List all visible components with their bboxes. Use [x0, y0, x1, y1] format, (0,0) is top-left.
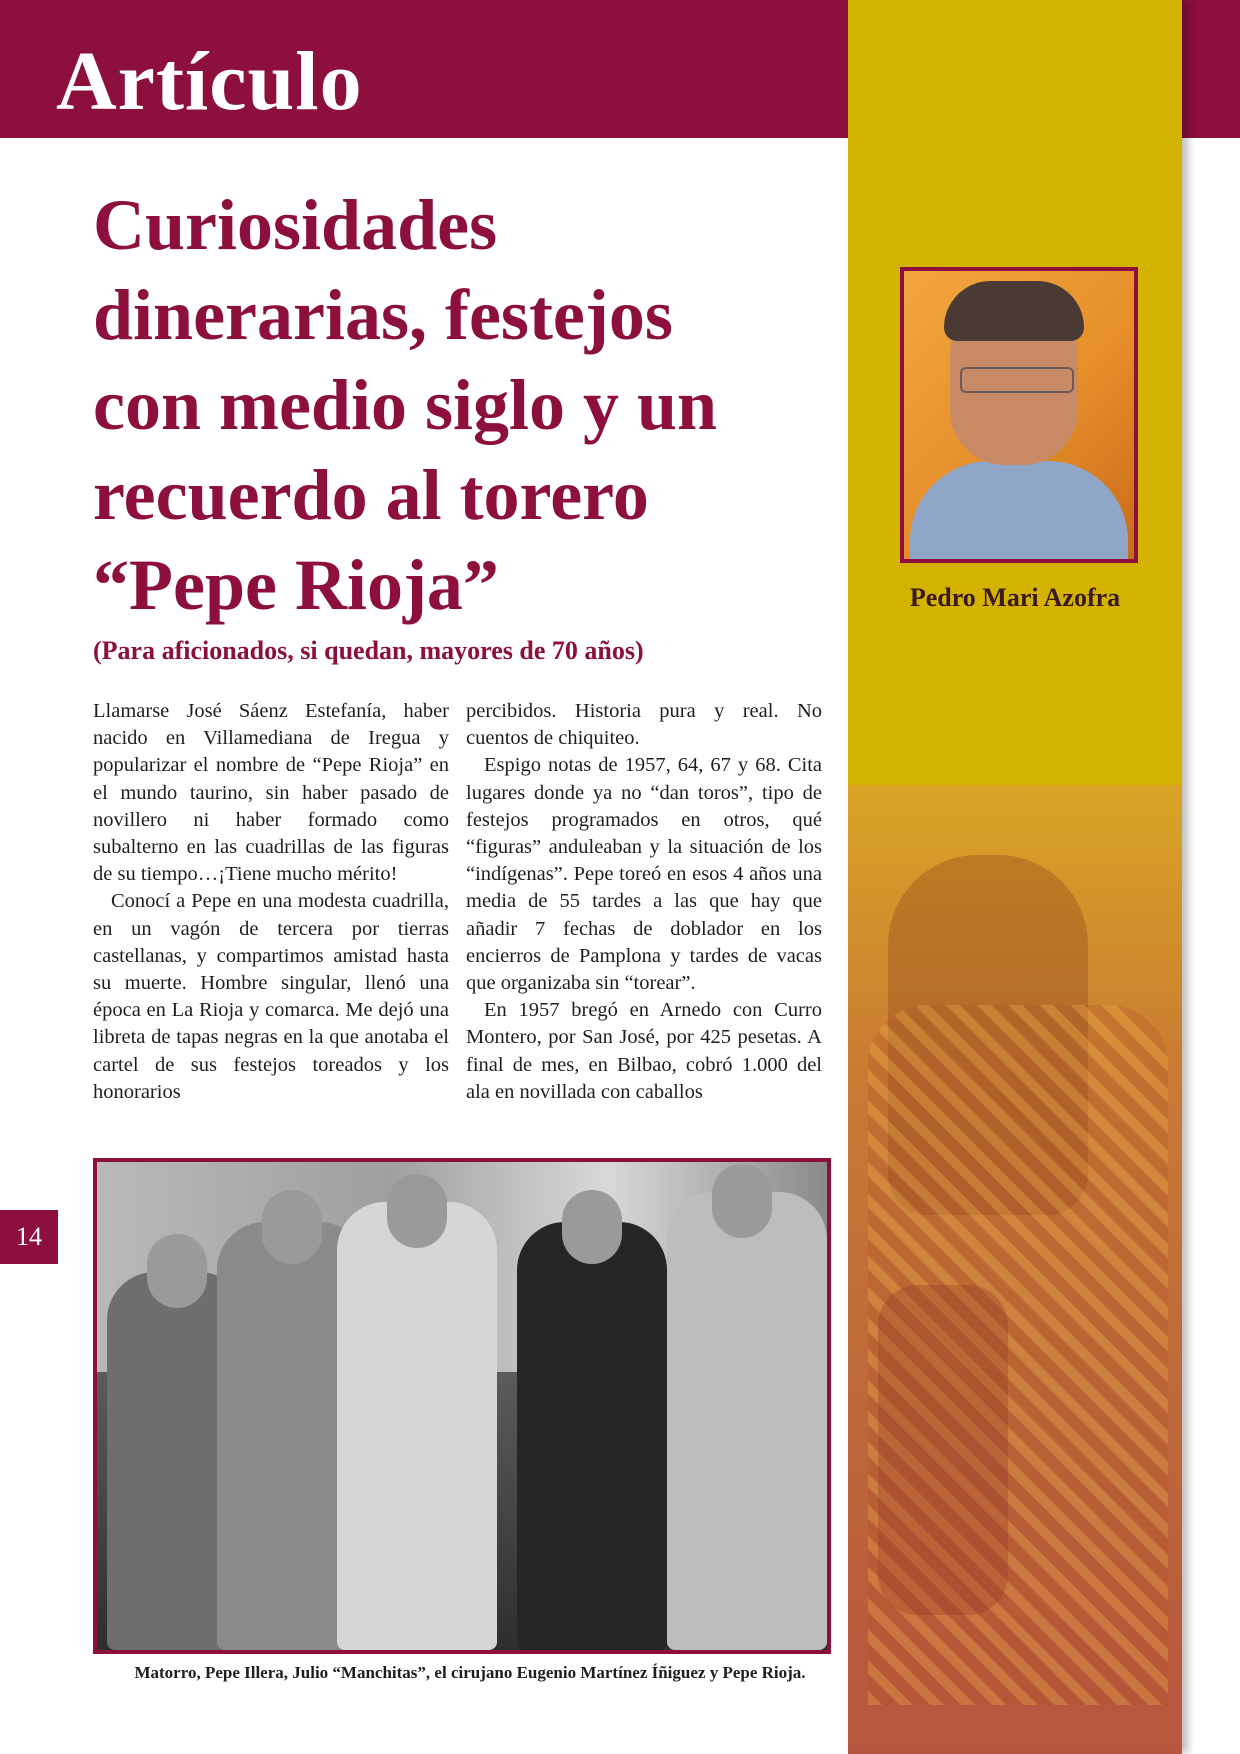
title-line: recuerdo al torero [93, 455, 649, 535]
title-line: “Pepe Rioja” [93, 545, 499, 625]
page-number: 14 [0, 1210, 58, 1264]
body-column-right [466, 698, 822, 1106]
author-name: Pedro Mari Azofra [909, 583, 1121, 612]
body-paragraph: Espigo notas de 1957, 64, 67 y 68. Cita lugares donde ya no “dan toros”, tipo de festejos programados en otros, qué “figuras” anduleaban y la situación de los “indígenas”. Pepe toreó en esos 4 años una media de 55 tardes a las que hay que añadir 7 fechas de doblador en los encierros de Pamplona y tardes de vacas que organizaba sin “torear”. [466, 754, 822, 995]
photo-caption: Matorro, Pepe Illera, Julio “Manchitas”, el cirujano Eugenio Martínez Íñiguez y Pepe Rioja. [134, 1663, 806, 1682]
article-title [93, 180, 813, 630]
section-label: Artículo [56, 35, 363, 128]
body-paragraph: Llamarse José Sáenz Estefanía, haber nacido en Villamediana de Iregua y popularizar el nombre de “Pepe Rioja” en el mundo taurino, sin haber pasado de novillero ni haber formado como subalterno en las cuadrillas de las figuras de su tiempo…¡Tiene mucho mérito! [93, 700, 449, 886]
title-line: Curiosidades [93, 185, 498, 265]
article-subtitle: (Para aficionados, si quedan, mayores de 70 años) [93, 636, 644, 665]
group-photo [93, 1158, 831, 1654]
body-paragraph: percibidos. Historia pura y real. No cuentos de chiquiteo. [466, 700, 822, 750]
sidebar-column [848, 0, 1182, 1754]
body-column-left [93, 698, 449, 1106]
author-portrait [900, 267, 1138, 563]
body-paragraph: Conocí a Pepe en una modesta cuadrilla, en un vagón de tercera por tierras castellanas, y compartimos amistad hasta su muerte. Hombre singular, llenó una época en La Rioja y comarca. Me dejó una libreta de tapas negras en la que anotaba el cartel de sus festejos toreados y los honorarios [93, 890, 449, 1103]
toreador-background-image [848, 785, 1182, 1754]
title-line: dinerarias, festejos [93, 275, 673, 355]
body-paragraph: En 1957 bregó en Arnedo con Curro Montero, por San José, por 425 pesetas. A final de mes, en Bilbao, cobró 1.000 del ala en novillada con caballos [466, 999, 822, 1103]
title-line: con medio siglo y un [93, 365, 718, 445]
